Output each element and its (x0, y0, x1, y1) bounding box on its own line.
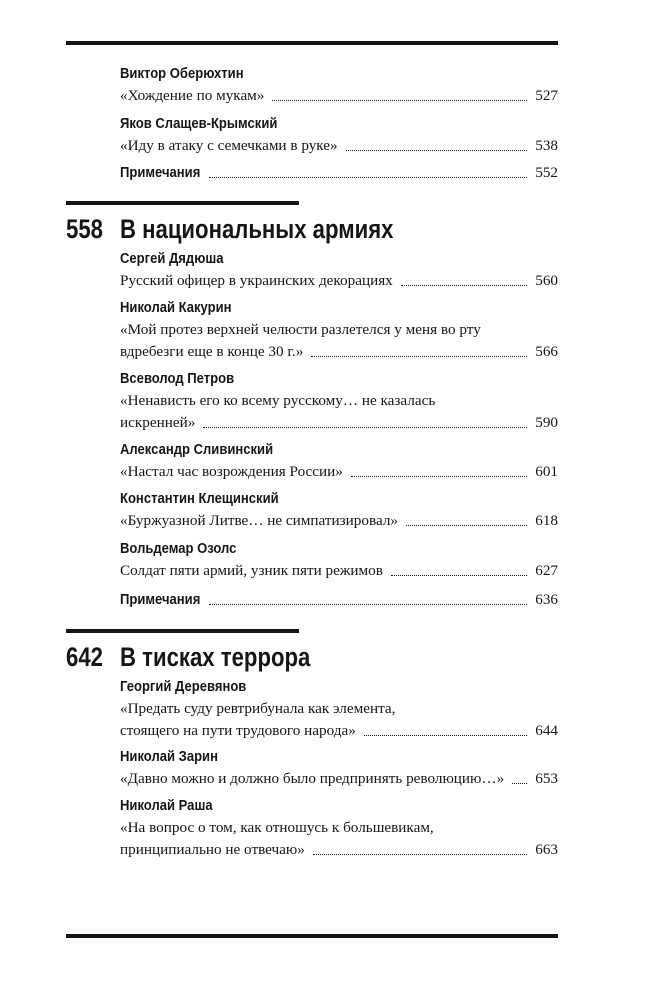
entry-title: «Буржуазной Литве… не симпатизировал» (120, 512, 398, 529)
entry-title: «На вопрос о том, как отношусь к большевикам, (120, 819, 434, 836)
section-heading[interactable] (66, 212, 558, 246)
entry-author: Николай Какурин (120, 300, 232, 316)
notes-line (120, 589, 558, 611)
page-number: 538 (535, 137, 558, 154)
page-number: 627 (535, 562, 558, 579)
section-number: 642 (66, 642, 103, 672)
toc-notes[interactable] (120, 162, 558, 184)
entry-author: Николай Раша (120, 798, 213, 814)
entry-title: «Хождение по мукам» (120, 87, 265, 104)
toc-entry[interactable] (120, 676, 558, 742)
toc-entry[interactable] (120, 63, 558, 107)
entry-title: «Мой протез верхней челюсти разлетелся у меня во рту (120, 321, 481, 338)
entry-title-line (120, 817, 558, 839)
top-rule (66, 41, 558, 45)
entry-title-line (120, 720, 558, 742)
entry-author: Александр Сливинский (120, 442, 274, 458)
entry-author: Георгий Деревянов (120, 679, 247, 695)
dot-leader (272, 100, 527, 101)
dot-leader (209, 604, 527, 605)
page-number: 566 (535, 343, 558, 360)
bottom-rule (66, 934, 558, 938)
toc-entry[interactable] (120, 538, 558, 582)
entry-title: стоящего на пути трудового народа» (120, 722, 356, 739)
page-number: 644 (535, 722, 558, 739)
notes-label: Примечания (120, 592, 201, 608)
entry-title-line (120, 85, 558, 107)
page-number: 560 (535, 272, 558, 289)
page-number: 590 (535, 414, 558, 431)
toc-entry[interactable] (120, 248, 558, 292)
section-rule (66, 201, 299, 205)
dot-leader (311, 356, 527, 357)
toc-entry[interactable] (120, 113, 558, 157)
entry-title: искренней» (120, 414, 196, 431)
entry-author: Вольдемар Озолс (120, 541, 237, 557)
toc-entry[interactable] (120, 368, 558, 434)
entry-title-line (120, 319, 558, 341)
toc-entry[interactable] (120, 439, 558, 483)
entry-title-line (120, 341, 558, 363)
dot-leader (364, 735, 527, 736)
toc-entry[interactable] (120, 795, 558, 861)
entry-title-line (120, 839, 558, 861)
section-rule (66, 629, 299, 633)
entry-title: принципиально не отвечаю» (120, 841, 305, 858)
entry-title: «Настал час возрождения России» (120, 463, 343, 480)
page-number: 527 (535, 87, 558, 104)
entry-title-line (120, 560, 558, 582)
toc-entry[interactable] (120, 488, 558, 532)
entry-author: Николай Зарин (120, 749, 218, 765)
entry-title: «Ненависть его ко всему русскому… не казалась (120, 392, 436, 409)
toc-entry[interactable] (120, 746, 558, 790)
page-number: 601 (535, 463, 558, 480)
notes-line (120, 162, 558, 184)
notes-label: Примечания (120, 165, 201, 181)
entry-author: Сергей Дядюша (120, 251, 224, 267)
toc-notes[interactable] (120, 589, 558, 611)
dot-leader (401, 285, 527, 286)
entry-author: Виктор Оберюхтин (120, 66, 244, 82)
dot-leader (351, 476, 527, 477)
entry-author: Константин Клещинский (120, 491, 279, 507)
section-heading[interactable] (66, 640, 558, 674)
page-number: 663 (535, 841, 558, 858)
entry-title: «Предать суду ревтрибунала как элемента, (120, 700, 396, 717)
entry-title-line (120, 510, 558, 532)
dot-leader (203, 427, 527, 428)
entry-author: Яков Слащев-Крымский (120, 116, 278, 132)
section-number: 558 (66, 214, 103, 244)
entry-author: Всеволод Петров (120, 371, 235, 387)
entry-title-line (120, 698, 558, 720)
toc-entry[interactable] (120, 297, 558, 363)
entry-title: Солдат пяти армий, узник пяти режимов (120, 562, 383, 579)
entry-title-line (120, 461, 558, 483)
dot-leader (313, 854, 527, 855)
page-number: 618 (535, 512, 558, 529)
entry-title-line (120, 270, 558, 292)
dot-leader (391, 575, 527, 576)
page-number: 653 (535, 770, 558, 787)
section-title: В национальных армиях (120, 214, 394, 244)
page-number: 636 (535, 591, 558, 608)
entry-title-line (120, 768, 558, 790)
entry-title-line (120, 412, 558, 434)
dot-leader (346, 150, 528, 151)
entry-title: вдребезги еще в конце 30 г.» (120, 343, 304, 360)
page-number: 552 (535, 164, 558, 181)
entry-title: «Давно можно и должно было предпринять революцию…» (120, 770, 505, 787)
dot-leader (406, 525, 527, 526)
entry-title-line (120, 390, 558, 412)
entry-title: «Иду в атаку с семечками в руке» (120, 137, 338, 154)
section-title: В тисках террора (120, 642, 311, 672)
entry-title-line (120, 135, 558, 157)
dot-leader (209, 177, 527, 178)
dot-leader (512, 783, 527, 784)
entry-title: Русский офицер в украинских декорациях (120, 272, 393, 289)
